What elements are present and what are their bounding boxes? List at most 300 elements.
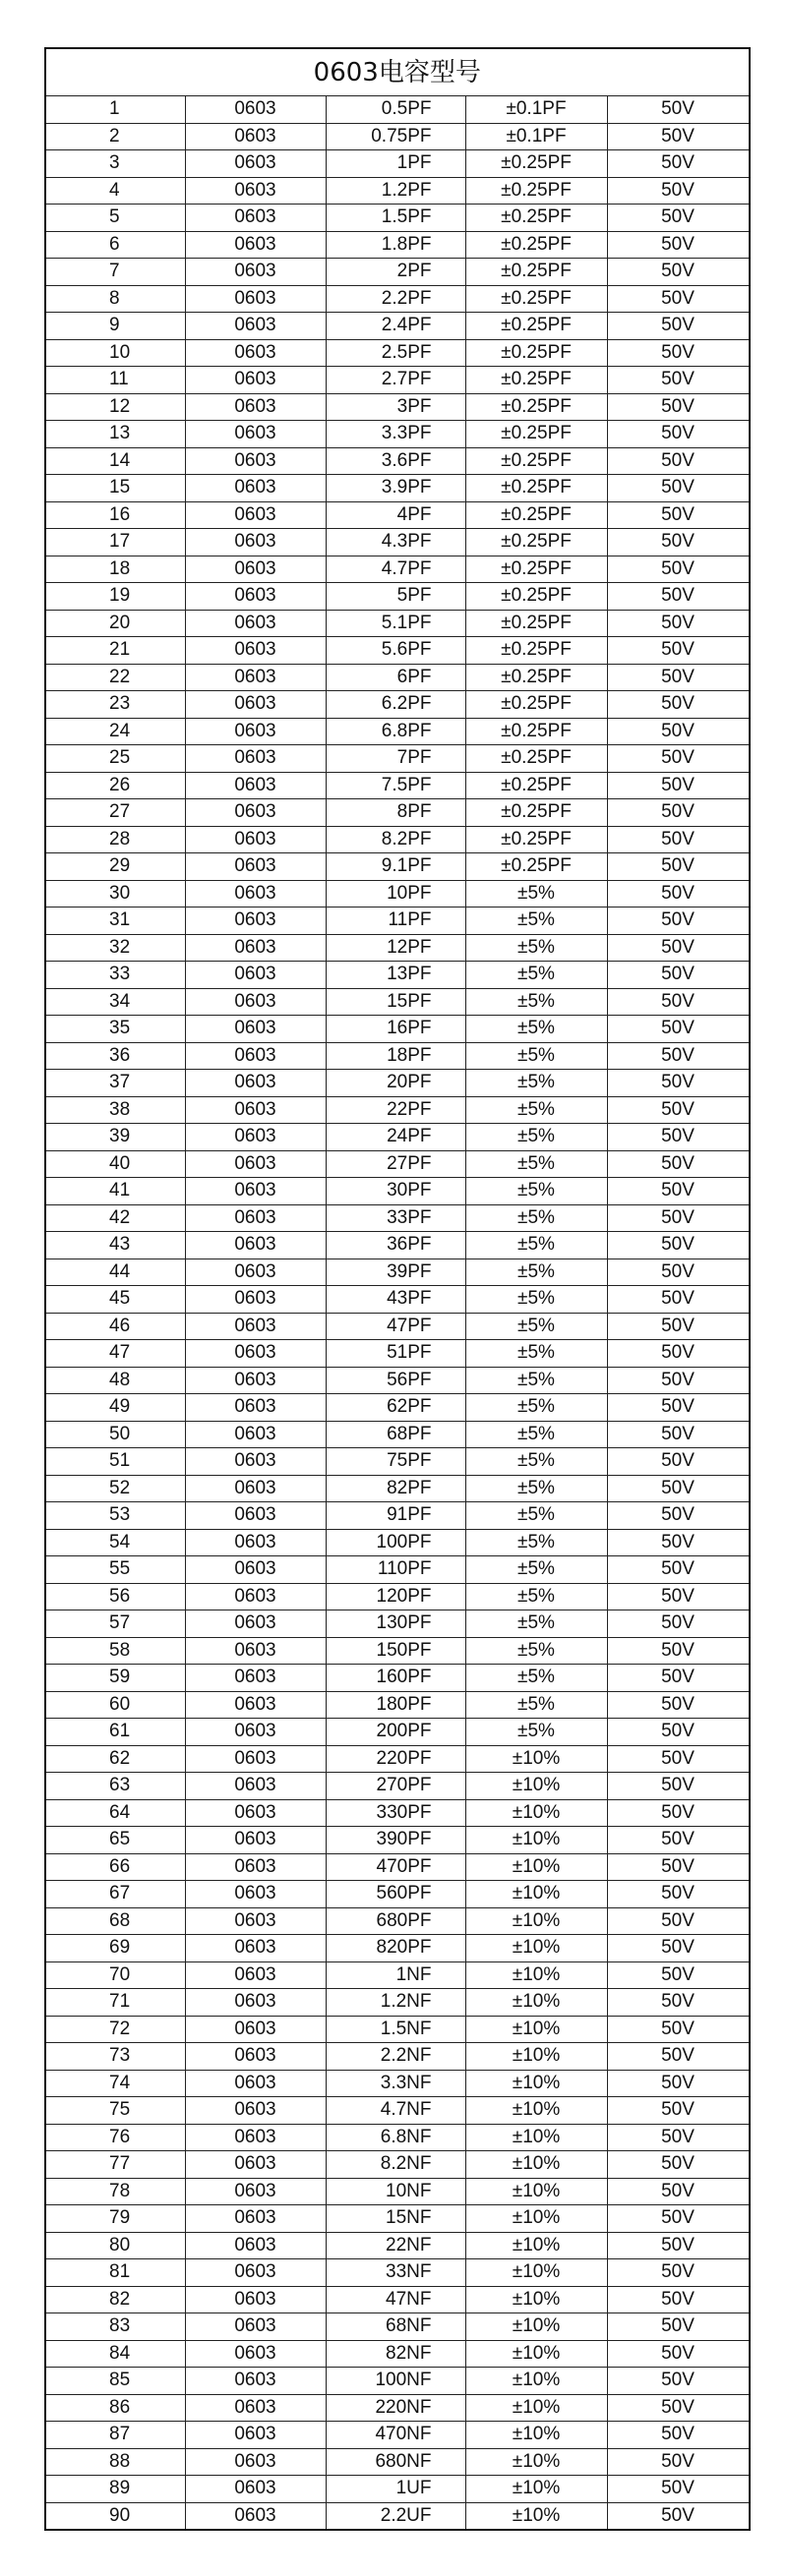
table-row <box>45 177 750 205</box>
package-cell: 0603 <box>185 2313 326 2341</box>
tolerance-cell: ±5% <box>465 1259 607 1286</box>
capacitance-cell: 100NF <box>326 2368 465 2395</box>
capacitance-cell: 8.2NF <box>326 2151 465 2179</box>
table-row <box>45 1745 750 1773</box>
capacitance-cell: 4.7NF <box>326 2097 465 2125</box>
tolerance-cell: ±5% <box>465 1394 607 1422</box>
voltage-cell: 50V <box>607 313 750 340</box>
row-number-cell: 1 <box>45 96 185 124</box>
table-row <box>45 1232 750 1259</box>
table-row <box>45 1719 750 1746</box>
row-number-cell: 80 <box>45 2232 185 2259</box>
tolerance-cell: ±0.1PF <box>465 96 607 124</box>
voltage-cell: 50V <box>607 934 750 962</box>
tolerance-cell: ±5% <box>465 988 607 1016</box>
capacitance-cell: 4.3PF <box>326 529 465 556</box>
tolerance-cell: ±10% <box>465 2205 607 2233</box>
table-row <box>45 907 750 935</box>
capacitance-cell: 1.8PF <box>326 231 465 259</box>
table-row <box>45 1637 750 1665</box>
capacitance-cell: 6.2PF <box>326 691 465 719</box>
capacitance-cell: 16PF <box>326 1016 465 1043</box>
table-row <box>45 556 750 583</box>
package-cell: 0603 <box>185 610 326 637</box>
table-row <box>45 1989 750 2017</box>
table-row <box>45 1529 750 1556</box>
table-row <box>45 205 750 232</box>
voltage-cell: 50V <box>607 1691 750 1719</box>
capacitance-cell: 9.1PF <box>326 853 465 881</box>
table-row <box>45 2124 750 2151</box>
capacitance-cell: 68NF <box>326 2313 465 2341</box>
row-number-cell: 50 <box>45 1421 185 1448</box>
capacitance-cell: 150PF <box>326 1637 465 1665</box>
capacitance-cell: 7PF <box>326 745 465 773</box>
voltage-cell: 50V <box>607 259 750 286</box>
tolerance-cell: ±0.25PF <box>465 501 607 529</box>
row-number-cell: 41 <box>45 1178 185 1205</box>
package-cell: 0603 <box>185 259 326 286</box>
capacitance-cell: 13PF <box>326 962 465 989</box>
capacitance-cell: 200PF <box>326 1719 465 1746</box>
voltage-cell: 50V <box>607 1853 750 1881</box>
tolerance-cell: ±0.25PF <box>465 393 607 421</box>
package-cell: 0603 <box>185 2476 326 2503</box>
capacitance-cell: 75PF <box>326 1448 465 1476</box>
capacitance-cell: 1NF <box>326 1961 465 1989</box>
capacitance-cell: 11PF <box>326 907 465 935</box>
voltage-cell: 50V <box>607 1070 750 1097</box>
row-number-cell: 60 <box>45 1691 185 1719</box>
tolerance-cell: ±10% <box>465 2070 607 2097</box>
row-number-cell: 53 <box>45 1502 185 1530</box>
tolerance-cell: ±10% <box>465 1935 607 1962</box>
capacitance-cell: 7.5PF <box>326 772 465 799</box>
capacitance-cell: 12PF <box>326 934 465 962</box>
package-cell: 0603 <box>185 1286 326 1314</box>
tolerance-cell: ±5% <box>465 1313 607 1340</box>
table-row <box>45 1691 750 1719</box>
tolerance-cell: ±10% <box>465 2124 607 2151</box>
voltage-cell: 50V <box>607 1610 750 1638</box>
row-number-cell: 8 <box>45 285 185 313</box>
row-number-cell: 61 <box>45 1719 185 1746</box>
tolerance-cell: ±10% <box>465 1799 607 1827</box>
voltage-cell: 50V <box>607 475 750 502</box>
capacitance-cell: 6.8NF <box>326 2124 465 2151</box>
package-cell: 0603 <box>185 1448 326 1476</box>
tolerance-cell: ±5% <box>465 1070 607 1097</box>
voltage-cell: 50V <box>607 2313 750 2341</box>
capacitance-cell: 3.3PF <box>326 421 465 448</box>
tolerance-cell: ±0.25PF <box>465 421 607 448</box>
tolerance-cell: ±5% <box>465 1232 607 1259</box>
package-cell: 0603 <box>185 313 326 340</box>
tolerance-cell: ±0.25PF <box>465 529 607 556</box>
table-row <box>45 1096 750 1124</box>
package-cell: 0603 <box>185 2340 326 2368</box>
package-cell: 0603 <box>185 1881 326 1908</box>
table-row <box>45 2043 750 2071</box>
tolerance-cell: ±5% <box>465 1719 607 1746</box>
voltage-cell: 50V <box>607 339 750 367</box>
package-cell: 0603 <box>185 231 326 259</box>
voltage-cell: 50V <box>607 2368 750 2395</box>
package-cell: 0603 <box>185 2286 326 2313</box>
package-cell: 0603 <box>185 880 326 907</box>
row-number-cell: 7 <box>45 259 185 286</box>
capacitance-cell: 560PF <box>326 1881 465 1908</box>
capacitance-cell: 110PF <box>326 1556 465 1584</box>
package-cell: 0603 <box>185 583 326 611</box>
table-row <box>45 421 750 448</box>
tolerance-cell: ±10% <box>465 1827 607 1854</box>
capacitance-cell: 220PF <box>326 1745 465 1773</box>
capacitance-cell: 10PF <box>326 880 465 907</box>
capacitance-cell: 3.6PF <box>326 447 465 475</box>
package-cell: 0603 <box>185 1529 326 1556</box>
capacitance-cell: 18PF <box>326 1042 465 1070</box>
package-cell: 0603 <box>185 1124 326 1151</box>
tolerance-cell: ±0.25PF <box>465 772 607 799</box>
voltage-cell: 50V <box>607 1042 750 1070</box>
voltage-cell: 50V <box>607 1313 750 1340</box>
voltage-cell: 50V <box>607 1637 750 1665</box>
voltage-cell: 50V <box>607 1907 750 1935</box>
capacitance-cell: 5.6PF <box>326 637 465 665</box>
package-cell: 0603 <box>185 2259 326 2287</box>
table-row <box>45 501 750 529</box>
table-row <box>45 1016 750 1043</box>
row-number-cell: 16 <box>45 501 185 529</box>
table-row <box>45 772 750 799</box>
capacitance-cell: 2.2UF <box>326 2502 465 2530</box>
table-body <box>45 96 750 2531</box>
package-cell: 0603 <box>185 1394 326 1422</box>
table-row <box>45 1204 750 1232</box>
package-cell: 0603 <box>185 1096 326 1124</box>
voltage-cell: 50V <box>607 123 750 150</box>
row-number-cell: 62 <box>45 1745 185 1773</box>
table-row <box>45 2448 750 2476</box>
voltage-cell: 50V <box>607 1124 750 1151</box>
tolerance-cell: ±5% <box>465 1016 607 1043</box>
capacitance-cell: 6.8PF <box>326 718 465 745</box>
tolerance-cell: ±5% <box>465 1178 607 1205</box>
row-number-cell: 87 <box>45 2422 185 2449</box>
capacitance-cell: 680PF <box>326 1907 465 1935</box>
package-cell: 0603 <box>185 2124 326 2151</box>
capacitance-cell: 43PF <box>326 1286 465 1314</box>
table-row <box>45 2394 750 2422</box>
table-row <box>45 1150 750 1178</box>
capacitance-cell: 39PF <box>326 1259 465 1286</box>
tolerance-cell: ±10% <box>465 2422 607 2449</box>
package-cell: 0603 <box>185 1259 326 1286</box>
tolerance-cell: ±5% <box>465 1124 607 1151</box>
table-row <box>45 475 750 502</box>
tolerance-cell: ±5% <box>465 934 607 962</box>
row-number-cell: 13 <box>45 421 185 448</box>
tolerance-cell: ±5% <box>465 1421 607 1448</box>
row-number-cell: 86 <box>45 2394 185 2422</box>
table-row <box>45 1907 750 1935</box>
row-number-cell: 71 <box>45 1989 185 2017</box>
voltage-cell: 50V <box>607 691 750 719</box>
table-row <box>45 853 750 881</box>
package-cell: 0603 <box>185 772 326 799</box>
capacitance-cell: 470NF <box>326 2422 465 2449</box>
voltage-cell: 50V <box>607 880 750 907</box>
voltage-cell: 50V <box>607 2151 750 2179</box>
row-number-cell: 32 <box>45 934 185 962</box>
row-number-cell: 88 <box>45 2448 185 2476</box>
tolerance-cell: ±0.25PF <box>465 799 607 827</box>
voltage-cell: 50V <box>607 1204 750 1232</box>
row-number-cell: 67 <box>45 1881 185 1908</box>
row-number-cell: 14 <box>45 447 185 475</box>
capacitance-cell: 62PF <box>326 1394 465 1422</box>
voltage-cell: 50V <box>607 231 750 259</box>
package-cell: 0603 <box>185 339 326 367</box>
package-cell: 0603 <box>185 447 326 475</box>
voltage-cell: 50V <box>607 1150 750 1178</box>
package-cell: 0603 <box>185 2097 326 2125</box>
voltage-cell: 50V <box>607 2286 750 2313</box>
package-cell: 0603 <box>185 1745 326 1773</box>
voltage-cell: 50V <box>607 2097 750 2125</box>
voltage-cell: 50V <box>607 2422 750 2449</box>
row-number-cell: 34 <box>45 988 185 1016</box>
voltage-cell: 50V <box>607 583 750 611</box>
package-cell: 0603 <box>185 1178 326 1205</box>
package-cell: 0603 <box>185 1232 326 1259</box>
capacitance-cell: 8PF <box>326 799 465 827</box>
table-row <box>45 285 750 313</box>
tolerance-cell: ±0.25PF <box>465 313 607 340</box>
voltage-cell: 50V <box>607 1016 750 1043</box>
tolerance-cell: ±0.25PF <box>465 259 607 286</box>
capacitance-cell: 470PF <box>326 1853 465 1881</box>
capacitance-cell: 4.7PF <box>326 556 465 583</box>
tolerance-cell: ±0.25PF <box>465 691 607 719</box>
capacitance-cell: 6PF <box>326 664 465 691</box>
voltage-cell: 50V <box>607 1719 750 1746</box>
row-number-cell: 36 <box>45 1042 185 1070</box>
row-number-cell: 40 <box>45 1150 185 1178</box>
voltage-cell: 50V <box>607 745 750 773</box>
package-cell: 0603 <box>185 718 326 745</box>
table-row <box>45 583 750 611</box>
voltage-cell: 50V <box>607 1665 750 1692</box>
capacitance-cell: 3.9PF <box>326 475 465 502</box>
capacitance-cell: 47PF <box>326 1313 465 1340</box>
package-cell: 0603 <box>185 1421 326 1448</box>
row-number-cell: 18 <box>45 556 185 583</box>
voltage-cell: 50V <box>607 610 750 637</box>
row-number-cell: 42 <box>45 1204 185 1232</box>
tolerance-cell: ±5% <box>465 1556 607 1584</box>
package-cell: 0603 <box>185 799 326 827</box>
package-cell: 0603 <box>185 1475 326 1502</box>
package-cell: 0603 <box>185 123 326 150</box>
row-number-cell: 2 <box>45 123 185 150</box>
tolerance-cell: ±5% <box>465 1204 607 1232</box>
table-row <box>45 2313 750 2341</box>
row-number-cell: 73 <box>45 2043 185 2071</box>
voltage-cell: 50V <box>607 2070 750 2097</box>
tolerance-cell: ±10% <box>465 1907 607 1935</box>
row-number-cell: 85 <box>45 2368 185 2395</box>
row-number-cell: 33 <box>45 962 185 989</box>
voltage-cell: 50V <box>607 1367 750 1394</box>
package-cell: 0603 <box>185 2043 326 2071</box>
tolerance-cell: ±10% <box>465 2368 607 2395</box>
capacitance-cell: 33NF <box>326 2259 465 2287</box>
voltage-cell: 50V <box>607 637 750 665</box>
capacitance-cell: 5.1PF <box>326 610 465 637</box>
row-number-cell: 30 <box>45 880 185 907</box>
table-row <box>45 1421 750 1448</box>
tolerance-cell: ±0.25PF <box>465 447 607 475</box>
voltage-cell: 50V <box>607 2476 750 2503</box>
capacitance-cell: 680NF <box>326 2448 465 2476</box>
row-number-cell: 21 <box>45 637 185 665</box>
table-row <box>45 988 750 1016</box>
tolerance-cell: ±10% <box>465 2448 607 2476</box>
table-row <box>45 529 750 556</box>
voltage-cell: 50V <box>607 177 750 205</box>
capacitance-cell: 15PF <box>326 988 465 1016</box>
row-number-cell: 9 <box>45 313 185 340</box>
tolerance-cell: ±5% <box>465 1665 607 1692</box>
voltage-cell: 50V <box>607 1827 750 1854</box>
row-number-cell: 3 <box>45 150 185 178</box>
table-row <box>45 1556 750 1584</box>
package-cell: 0603 <box>185 1502 326 1530</box>
voltage-cell: 50V <box>607 2124 750 2151</box>
package-cell: 0603 <box>185 1691 326 1719</box>
capacitance-cell: 160PF <box>326 1665 465 1692</box>
voltage-cell: 50V <box>607 150 750 178</box>
tolerance-cell: ±5% <box>465 1637 607 1665</box>
capacitance-cell: 2.7PF <box>326 367 465 394</box>
row-number-cell: 55 <box>45 1556 185 1584</box>
table-row <box>45 1610 750 1638</box>
package-cell: 0603 <box>185 1773 326 1800</box>
voltage-cell: 50V <box>607 1286 750 1314</box>
row-number-cell: 47 <box>45 1340 185 1368</box>
row-number-cell: 70 <box>45 1961 185 1989</box>
capacitance-cell: 68PF <box>326 1421 465 1448</box>
voltage-cell: 50V <box>607 1096 750 1124</box>
voltage-cell: 50V <box>607 2205 750 2233</box>
capacitance-cell: 390PF <box>326 1827 465 1854</box>
voltage-cell: 50V <box>607 799 750 827</box>
table-row <box>45 962 750 989</box>
voltage-cell: 50V <box>607 1340 750 1368</box>
package-cell: 0603 <box>185 2205 326 2233</box>
table-row <box>45 664 750 691</box>
voltage-cell: 50V <box>607 1232 750 1259</box>
tolerance-cell: ±0.25PF <box>465 826 607 853</box>
tolerance-cell: ±10% <box>465 2259 607 2287</box>
table-row <box>45 1448 750 1476</box>
package-cell: 0603 <box>185 501 326 529</box>
voltage-cell: 50V <box>607 1961 750 1989</box>
voltage-cell: 50V <box>607 1745 750 1773</box>
voltage-cell: 50V <box>607 962 750 989</box>
package-cell: 0603 <box>185 907 326 935</box>
row-number-cell: 28 <box>45 826 185 853</box>
package-cell: 0603 <box>185 637 326 665</box>
tolerance-cell: ±0.25PF <box>465 556 607 583</box>
voltage-cell: 50V <box>607 2448 750 2476</box>
table-row <box>45 2070 750 2097</box>
table-row <box>45 2368 750 2395</box>
voltage-cell: 50V <box>607 718 750 745</box>
table-row <box>45 123 750 150</box>
table-row <box>45 231 750 259</box>
row-number-cell: 81 <box>45 2259 185 2287</box>
row-number-cell: 24 <box>45 718 185 745</box>
package-cell: 0603 <box>185 1340 326 1368</box>
row-number-cell: 68 <box>45 1907 185 1935</box>
package-cell: 0603 <box>185 1610 326 1638</box>
voltage-cell: 50V <box>607 205 750 232</box>
table-row <box>45 1367 750 1394</box>
table-row <box>45 826 750 853</box>
table-row <box>45 799 750 827</box>
capacitance-cell: 3.3NF <box>326 2070 465 2097</box>
row-number-cell: 25 <box>45 745 185 773</box>
package-cell: 0603 <box>185 853 326 881</box>
voltage-cell: 50V <box>607 367 750 394</box>
table-row <box>45 1853 750 1881</box>
table-row <box>45 1502 750 1530</box>
voltage-cell: 50V <box>607 1259 750 1286</box>
tolerance-cell: ±0.25PF <box>465 339 607 367</box>
capacitance-cell: 56PF <box>326 1367 465 1394</box>
capacitance-cell: 0.5PF <box>326 96 465 124</box>
capacitance-cell: 51PF <box>326 1340 465 1368</box>
voltage-cell: 50V <box>607 1475 750 1502</box>
row-number-cell: 4 <box>45 177 185 205</box>
table-row <box>45 1583 750 1610</box>
capacitor-table <box>44 47 751 2531</box>
row-number-cell: 66 <box>45 1853 185 1881</box>
voltage-cell: 50V <box>607 2502 750 2530</box>
package-cell: 0603 <box>185 393 326 421</box>
package-cell: 0603 <box>185 1042 326 1070</box>
tolerance-cell: ±10% <box>465 2151 607 2179</box>
voltage-cell: 50V <box>607 853 750 881</box>
row-number-cell: 76 <box>45 2124 185 2151</box>
tolerance-cell: ±5% <box>465 1691 607 1719</box>
table-row <box>45 880 750 907</box>
package-cell: 0603 <box>185 96 326 124</box>
voltage-cell: 50V <box>607 907 750 935</box>
row-number-cell: 74 <box>45 2070 185 2097</box>
tolerance-cell: ±10% <box>465 2340 607 2368</box>
table-row <box>45 1124 750 1151</box>
table-row <box>45 2205 750 2233</box>
tolerance-cell: ±0.25PF <box>465 853 607 881</box>
voltage-cell: 50V <box>607 529 750 556</box>
row-number-cell: 57 <box>45 1610 185 1638</box>
table-row <box>45 339 750 367</box>
tolerance-cell: ±5% <box>465 1475 607 1502</box>
